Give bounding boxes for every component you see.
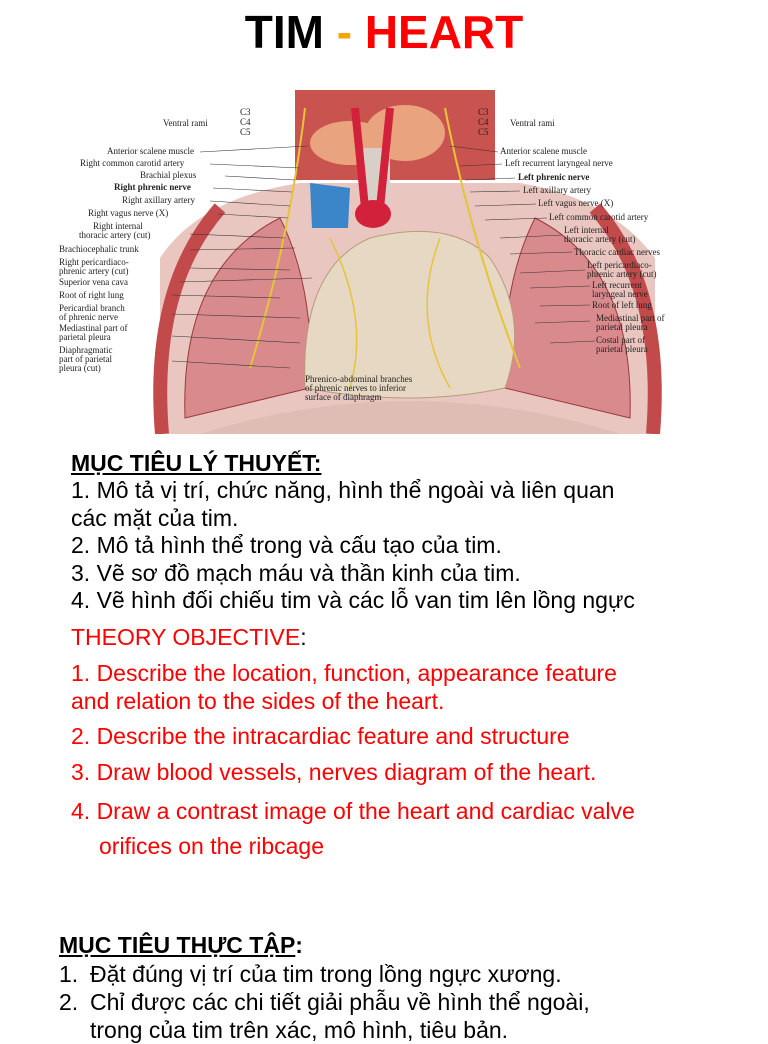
label-mediastinal-part-right: Mediastinal part of xyxy=(596,313,665,323)
anatomy-drawing xyxy=(50,88,768,434)
label-ventral-rami-right: Ventral rami xyxy=(510,118,555,128)
label-surface-of-diaphragm: surface of diaphragm xyxy=(305,392,382,402)
theory-vi-item: các mặt của tim. xyxy=(71,504,239,531)
theory-en-item-line: 4. Draw a contrast image of the heart and cardiac valve xyxy=(71,798,635,824)
label-c5-right: C5 xyxy=(478,127,489,137)
label-right-pericardiaco: Right pericardiaco- xyxy=(59,257,129,267)
label-costal-part: Costal part of xyxy=(596,335,645,345)
practice-heading-text: MỤC TIÊU THỰC TẬP xyxy=(59,932,296,958)
label-left-phrenic-nerve: Left phrenic nerve xyxy=(518,172,590,182)
title-vi: TIM xyxy=(244,6,324,58)
heart-anatomy-illustration xyxy=(50,88,768,434)
label-diaphragmatic: Diaphragmatic xyxy=(59,345,113,355)
practice-heading-colon: : xyxy=(295,932,303,958)
theory-en-item xyxy=(71,660,731,715)
label-left-pericardiaco: Left pericardiaco- xyxy=(587,260,652,270)
practice-item-text: trong của tim trên xác, mô hình, tiêu bản. xyxy=(90,1017,509,1043)
label-right-common-carotid: Right common carotid artery xyxy=(80,158,185,168)
label-thoracic-cardiac-nerves: Thoracic cardiac nerves xyxy=(574,247,660,257)
label-thoracic-artery-cut-right: thoracic artery (cut) xyxy=(564,234,636,244)
label-parietal-pleura-costal: parietal pleura xyxy=(596,344,648,354)
label-phrenic-artery-cut-left: phrenic artery (cut) xyxy=(59,266,129,276)
label-part-of-parietal: part of parietal xyxy=(59,354,112,364)
title-en: HEART xyxy=(364,6,524,58)
theory-vi-item: 2. Mô tả hình thể trong và cấu tạo của tim. xyxy=(71,532,502,558)
practice-item-number: 1. xyxy=(59,961,79,987)
label-right-axillary-artery: Right axillary artery xyxy=(122,195,195,205)
label-root-of-left-lung: Root of left lung xyxy=(592,300,652,310)
practice-item xyxy=(59,988,759,1016)
label-c5-left: C5 xyxy=(240,127,251,137)
theory-en-item xyxy=(71,794,731,864)
practice-heading xyxy=(59,930,759,960)
theory-en-section xyxy=(71,623,731,864)
label-left-recurrent-laryngeal: Left recurrent laryngeal nerve xyxy=(505,158,613,168)
label-pleura-cut: pleura (cut) xyxy=(59,363,101,373)
practice-section xyxy=(59,930,759,1044)
label-thoracic-artery-cut-left: thoracic artery (cut) xyxy=(79,230,151,240)
label-left-axillary-artery: Left axillary artery xyxy=(523,185,591,195)
theory-vi-item: 3. Vẽ sơ đồ mạch máu và thần kinh của tim. xyxy=(71,559,521,586)
theory-en-item-line: and relation to the sides of the heart. xyxy=(71,687,445,714)
theory-en-item xyxy=(71,759,731,787)
title-separator: - xyxy=(336,6,353,58)
label-brachial-plexus: Brachial plexus xyxy=(140,170,197,180)
theory-vi-item: 4. Vẽ hình đối chiếu tim và các lỗ van tim lên lồng ngực xyxy=(71,587,635,613)
practice-item-text: Chỉ được các chi tiết giải phẫu về hình thể ngoài, xyxy=(90,989,590,1015)
practice-item-number xyxy=(59,1016,90,1044)
theory-en-heading xyxy=(71,623,731,651)
theory-en-item-line: 1. Describe the location, function, appearance feature xyxy=(71,660,617,686)
label-anterior-scalene-right: Anterior scalene muscle xyxy=(500,146,587,156)
label-c4-left: C4 xyxy=(240,117,251,127)
theory-en-heading-text: THEORY OBJECTIVE xyxy=(71,624,301,650)
label-left-common-carotid: Left common carotid artery xyxy=(549,212,649,222)
label-parietal-pleura-left: parietal pleura xyxy=(59,332,111,342)
label-of-phrenic-nerve: of phrenic nerve xyxy=(59,312,118,322)
theory-en-item-line: orifices on the ribcage xyxy=(99,833,325,859)
label-phrenico-abdominal: Phrenico-abdominal branches xyxy=(305,374,413,384)
theory-en-heading-colon: : xyxy=(300,624,307,650)
theory-vi-item: 1. Mô tả vị trí, chức năng, hình thể ngoài và liên quan xyxy=(71,477,615,503)
label-right-vagus-nerve: Right vagus nerve (X) xyxy=(88,208,169,218)
page-title xyxy=(0,4,768,60)
theory-vi-section xyxy=(71,449,731,615)
label-superior-vena-cava: Superior vena cava xyxy=(59,277,128,287)
label-mediastinal-part-left: Mediastinal part of xyxy=(59,323,128,333)
label-left-recurrent: Left recurrent xyxy=(592,280,642,290)
label-left-vagus-nerve: Left vagus nerve (X) xyxy=(538,198,614,208)
practice-item-text: Đặt đúng vị trí của tim trong lồng ngực xương. xyxy=(90,961,562,987)
practice-item xyxy=(59,1016,759,1044)
label-left-internal: Left internal xyxy=(564,225,609,235)
label-parietal-pleura-right: parietal pleura xyxy=(596,322,648,332)
theory-vi-heading: MỤC TIÊU LÝ THUYẾT: xyxy=(71,450,322,476)
practice-item-number: 2. xyxy=(59,989,79,1015)
label-of-phrenic-nerves: of phrenic nerves to inferior xyxy=(305,383,406,393)
theory-en-item xyxy=(71,723,731,751)
label-c3-right: C3 xyxy=(478,107,489,117)
practice-item xyxy=(59,960,759,988)
label-c4-right: C4 xyxy=(478,117,489,127)
label-phrenic-artery-cut-right: phrenic artery (cut) xyxy=(587,269,657,279)
label-brachiocephalic-trunk: Brachiocephalic trunk xyxy=(59,244,139,254)
label-laryngeal-nerve: laryngeal nerve xyxy=(592,289,648,299)
label-pericardial-branch: Pericardial branch xyxy=(59,303,125,313)
label-right-phrenic-nerve: Right phrenic nerve xyxy=(114,182,191,192)
label-root-of-right-lung: Root of right lung xyxy=(59,290,124,300)
label-ventral-rami-left: Ventral rami xyxy=(163,118,208,128)
theory-en-item-line: 3. Draw blood vessels, nerves diagram of the heart. xyxy=(71,758,597,785)
theory-en-item-line: 2. Describe the intracardiac feature and structure xyxy=(71,723,570,749)
label-anterior-scalene-left: Anterior scalene muscle xyxy=(107,146,194,156)
label-c3-left: C3 xyxy=(240,107,251,117)
label-right-internal: Right internal xyxy=(93,221,143,231)
